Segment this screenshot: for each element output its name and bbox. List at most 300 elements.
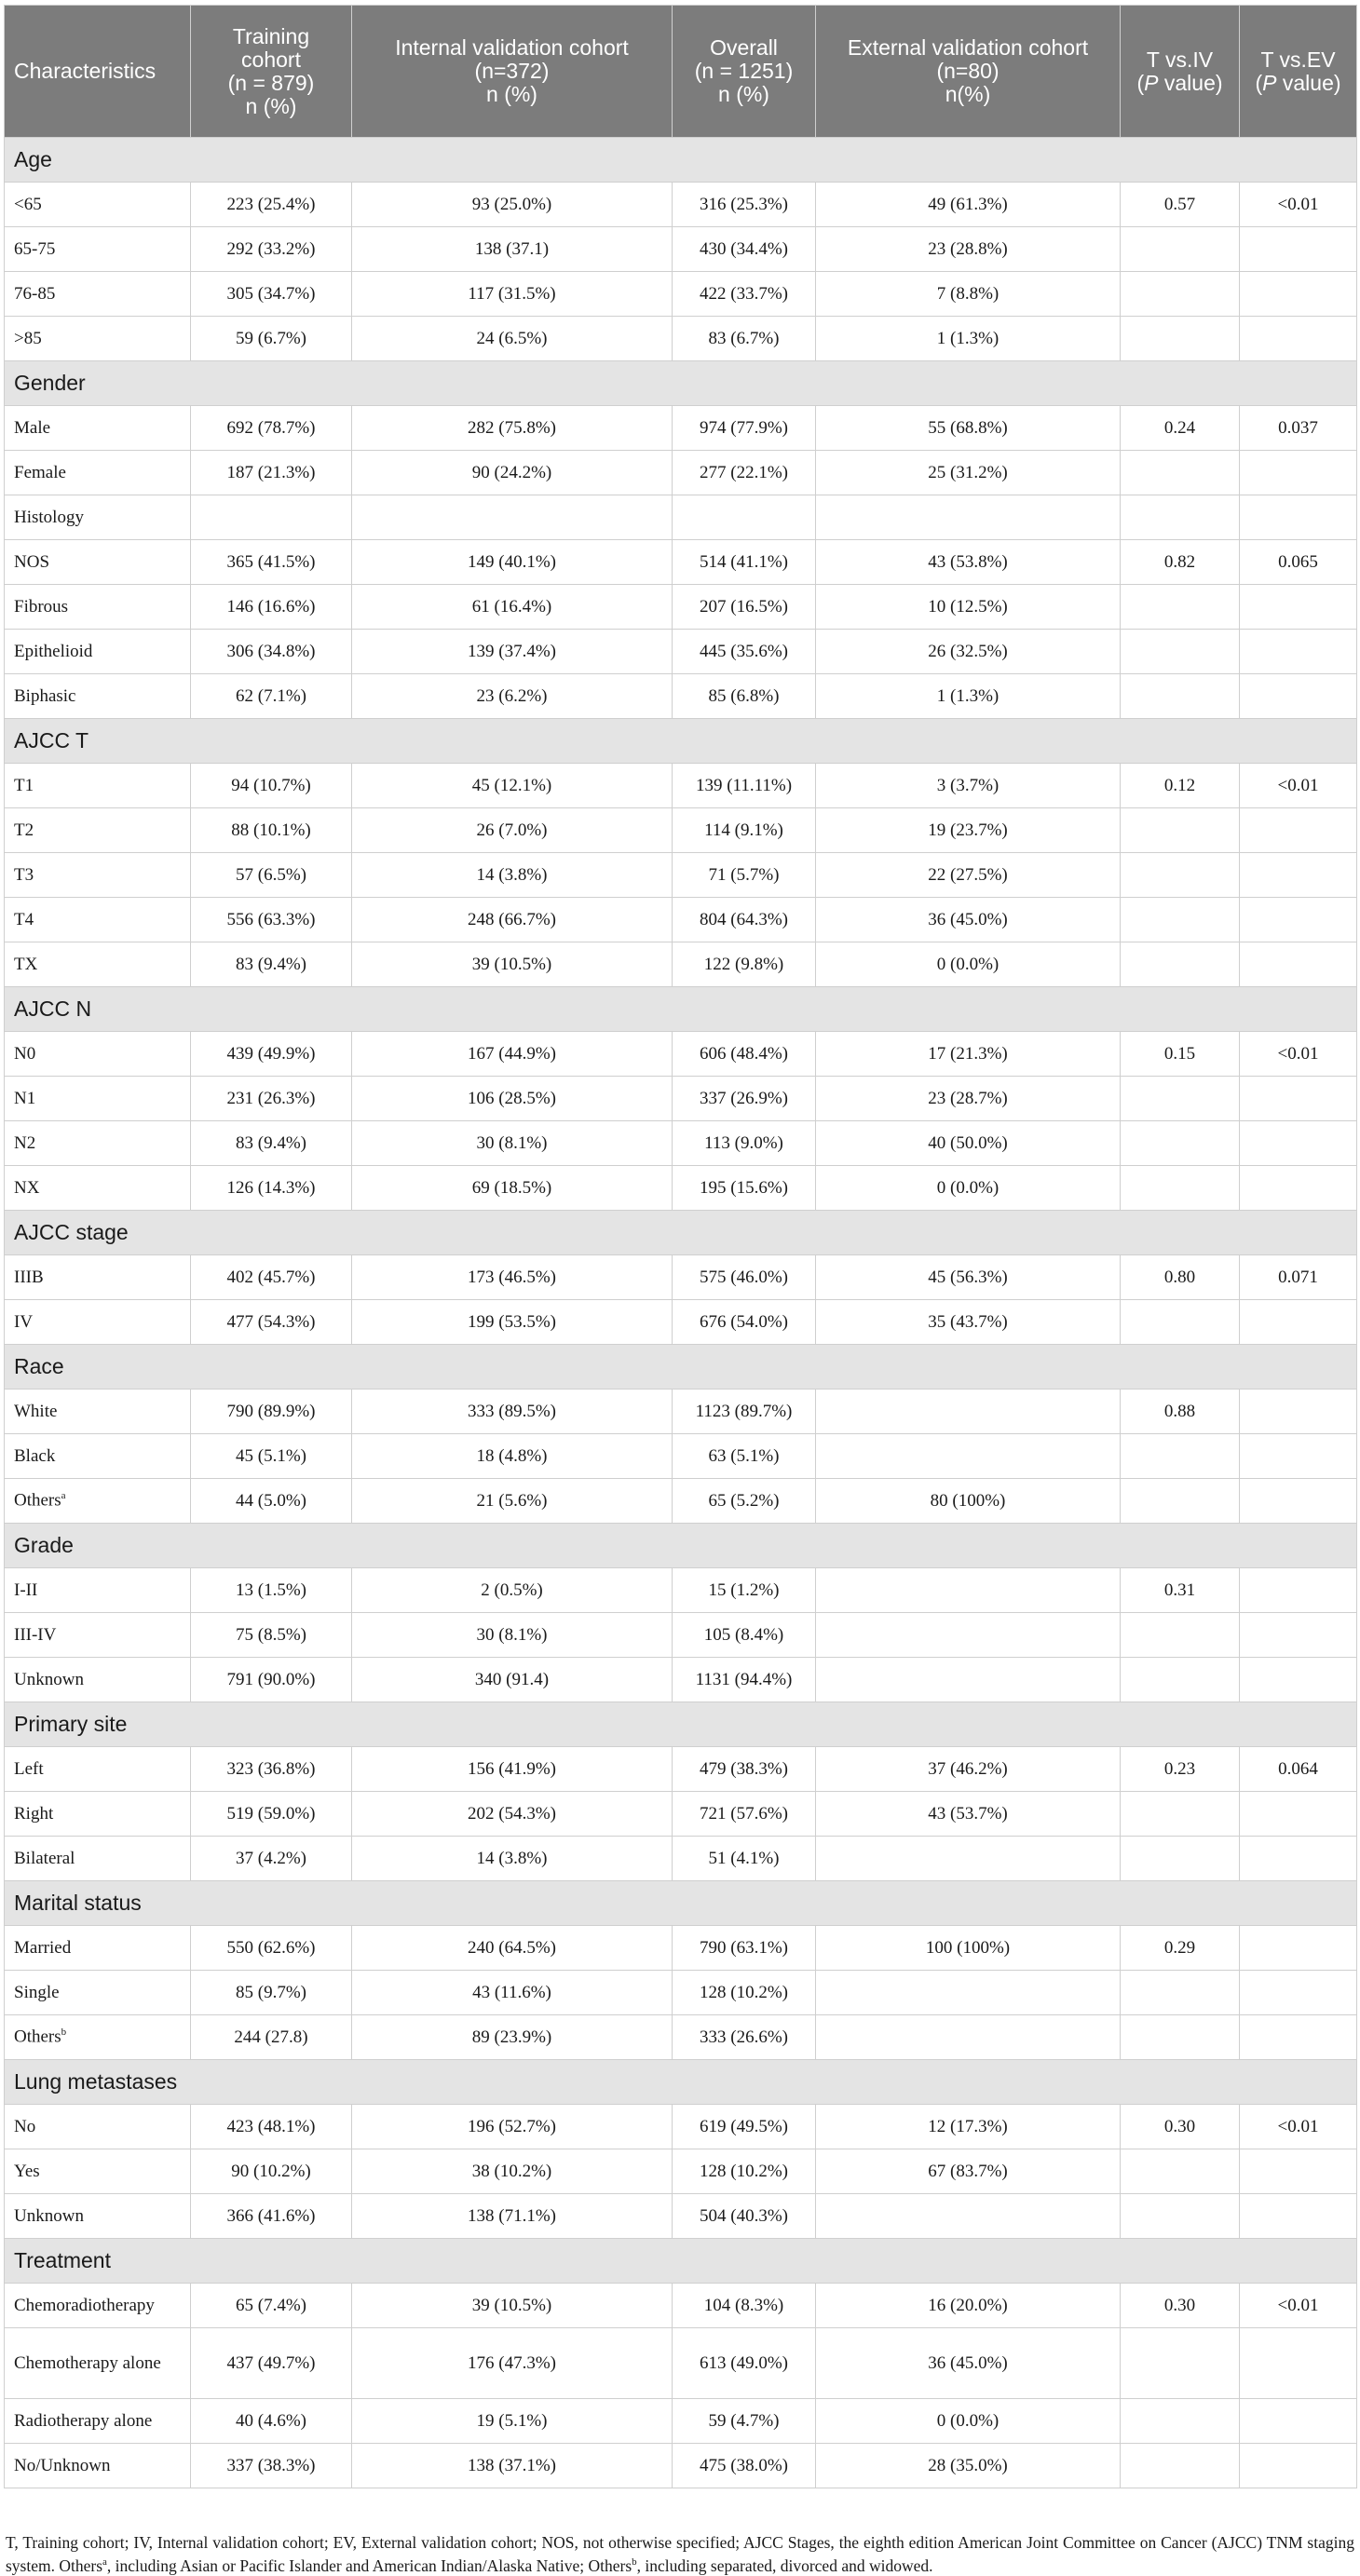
table-row xyxy=(5,1032,1357,1077)
table-cell xyxy=(1240,2399,1357,2444)
table-cell: 223 (25.4%) xyxy=(191,183,352,227)
label-superscript: b xyxy=(61,2027,67,2039)
table-cell: 83 (9.4%) xyxy=(191,942,352,987)
section-title: AJCC T xyxy=(5,719,1357,764)
table-cell: 15 (1.2%) xyxy=(673,1568,816,1613)
row-label-text: Epithelioid xyxy=(14,641,93,661)
table-cell: 0.82 xyxy=(1121,540,1240,585)
table-cell xyxy=(1240,808,1357,853)
table-cell: 19 (23.7%) xyxy=(816,808,1121,853)
table-cell: 0.57 xyxy=(1121,183,1240,227)
table-cell: 550 (62.6%) xyxy=(191,1926,352,1971)
row-label xyxy=(5,1926,191,1971)
table-cell xyxy=(1240,1077,1357,1121)
header-line: n (%) xyxy=(718,82,769,106)
table-cell: 0.30 xyxy=(1121,2105,1240,2149)
row-label-text: TX xyxy=(14,954,38,974)
table-cell: 613 (49.0%) xyxy=(673,2328,816,2399)
table-cell: 117 (31.5%) xyxy=(352,272,673,317)
table-cell: 36 (45.0%) xyxy=(816,898,1121,942)
table-cell: 10 (12.5%) xyxy=(816,585,1121,630)
table-cell: 65 (5.2%) xyxy=(673,1479,816,1524)
table-cell: 475 (38.0%) xyxy=(673,2444,816,2488)
table-cell: 606 (48.4%) xyxy=(673,1032,816,1077)
table-cell: 83 (9.4%) xyxy=(191,1121,352,1166)
row-label xyxy=(5,540,191,585)
table-cell: 277 (22.1%) xyxy=(673,451,816,495)
table-cell: 337 (38.3%) xyxy=(191,2444,352,2488)
col-training-header xyxy=(191,6,352,138)
row-label xyxy=(5,1121,191,1166)
table-cell xyxy=(816,1971,1121,2015)
row-label xyxy=(5,585,191,630)
table-row xyxy=(5,2444,1357,2488)
header-line: Overall xyxy=(710,35,778,60)
table-cell: 504 (40.3%) xyxy=(673,2194,816,2239)
table-row xyxy=(5,1077,1357,1121)
table-cell: 0.80 xyxy=(1121,1255,1240,1300)
row-label-text: Unknown xyxy=(14,1669,84,1689)
table-cell: <0.01 xyxy=(1240,2284,1357,2328)
table-cell: 430 (34.4%) xyxy=(673,227,816,272)
table-cell xyxy=(1121,2194,1240,2239)
row-label-text: No/Unknown xyxy=(14,2455,111,2475)
table-cell: 14 (3.8%) xyxy=(352,853,673,898)
table-cell: 126 (14.3%) xyxy=(191,1166,352,1211)
table-cell: 1123 (89.7%) xyxy=(673,1390,816,1434)
table-cell: 63 (5.1%) xyxy=(673,1434,816,1479)
row-label xyxy=(5,942,191,987)
table-row xyxy=(5,674,1357,719)
table-cell: 337 (26.9%) xyxy=(673,1077,816,1121)
table-cell xyxy=(1121,272,1240,317)
table-cell: 17 (21.3%) xyxy=(816,1032,1121,1077)
section-header-row xyxy=(5,987,1357,1032)
table-row xyxy=(5,2328,1357,2399)
section-header-row xyxy=(5,1881,1357,1926)
table-cell: 23 (28.7%) xyxy=(816,1077,1121,1121)
table-cell: 67 (83.7%) xyxy=(816,2149,1121,2194)
row-label-text: N2 xyxy=(14,1132,36,1153)
table-cell: 804 (64.3%) xyxy=(673,898,816,942)
table-row xyxy=(5,1166,1357,1211)
table-cell: 196 (52.7%) xyxy=(352,2105,673,2149)
table-cell xyxy=(1240,1300,1357,1345)
row-label xyxy=(5,495,191,540)
row-label xyxy=(5,183,191,227)
table-cell xyxy=(1240,2444,1357,2488)
row-label-text: I-II xyxy=(14,1579,38,1600)
table-cell xyxy=(1240,2015,1357,2060)
table-cell: 187 (21.3%) xyxy=(191,451,352,495)
table-cell: 39 (10.5%) xyxy=(352,2284,673,2328)
table-cell: 37 (46.2%) xyxy=(816,1747,1121,1792)
table-cell: 93 (25.0%) xyxy=(352,183,673,227)
table-row xyxy=(5,942,1357,987)
table-row xyxy=(5,317,1357,361)
table-cell: 619 (49.5%) xyxy=(673,2105,816,2149)
row-label-text: Chemotherapy alone xyxy=(14,2353,161,2373)
table-cell xyxy=(191,495,352,540)
table-cell: 75 (8.5%) xyxy=(191,1613,352,1658)
table-cell xyxy=(1121,898,1240,942)
row-label xyxy=(5,808,191,853)
section-title: AJCC stage xyxy=(5,1211,1357,1255)
row-label xyxy=(5,227,191,272)
table-cell xyxy=(1240,630,1357,674)
table-cell xyxy=(1240,1837,1357,1881)
table-cell: 59 (6.7%) xyxy=(191,317,352,361)
table-cell xyxy=(1240,1971,1357,2015)
table-cell xyxy=(1121,1658,1240,1702)
table-cell: 244 (27.8) xyxy=(191,2015,352,2060)
row-label-text: Black xyxy=(14,1445,56,1466)
row-label xyxy=(5,1658,191,1702)
table-cell: 248 (66.7%) xyxy=(352,898,673,942)
table-row xyxy=(5,808,1357,853)
header-row xyxy=(5,6,1357,138)
table-cell: 207 (16.5%) xyxy=(673,585,816,630)
table-cell: 199 (53.5%) xyxy=(352,1300,673,1345)
table-row xyxy=(5,1837,1357,1881)
footnote-text-3: , including separated, divorced and widowed. xyxy=(636,2556,933,2575)
row-label-text: <65 xyxy=(14,194,42,214)
table-cell xyxy=(1240,942,1357,987)
table-cell: 519 (59.0%) xyxy=(191,1792,352,1837)
table-cell xyxy=(816,495,1121,540)
header-line: n (%) xyxy=(245,93,297,118)
header-line: T vs.EV xyxy=(1260,47,1336,72)
table-cell xyxy=(1240,898,1357,942)
row-label xyxy=(5,853,191,898)
table-cell: 292 (33.2%) xyxy=(191,227,352,272)
table-row xyxy=(5,1255,1357,1300)
row-label xyxy=(5,2328,191,2399)
table-cell: 340 (91.4) xyxy=(352,1658,673,1702)
table-cell xyxy=(816,1390,1121,1434)
row-label-text: N0 xyxy=(14,1043,36,1064)
row-label xyxy=(5,898,191,942)
table-cell xyxy=(816,1568,1121,1613)
table-cell xyxy=(1121,853,1240,898)
table-cell xyxy=(1240,451,1357,495)
table-cell: 0.12 xyxy=(1121,764,1240,808)
table-cell: 146 (16.6%) xyxy=(191,585,352,630)
row-label-text: Fibrous xyxy=(14,596,69,617)
row-label-text: T4 xyxy=(14,909,34,929)
table-cell xyxy=(1121,1792,1240,1837)
table-cell: 13 (1.5%) xyxy=(191,1568,352,1613)
table-row xyxy=(5,1121,1357,1166)
table-cell xyxy=(1240,272,1357,317)
table-cell: 366 (41.6%) xyxy=(191,2194,352,2239)
table-row xyxy=(5,585,1357,630)
table-cell: 114 (9.1%) xyxy=(673,808,816,853)
table-cell: 49 (61.3%) xyxy=(816,183,1121,227)
table-cell: 23 (6.2%) xyxy=(352,674,673,719)
table-cell xyxy=(1240,1568,1357,1613)
row-label-text: 65-75 xyxy=(14,238,56,259)
header-line: (n = 879) xyxy=(227,70,315,95)
table-cell: 16 (20.0%) xyxy=(816,2284,1121,2328)
table-cell: 44 (5.0%) xyxy=(191,1479,352,1524)
row-label xyxy=(5,1077,191,1121)
table-cell xyxy=(1240,1434,1357,1479)
row-label xyxy=(5,317,191,361)
row-label xyxy=(5,1434,191,1479)
table-row xyxy=(5,451,1357,495)
table-cell: 333 (89.5%) xyxy=(352,1390,673,1434)
section-title: Lung metastases xyxy=(5,2060,1357,2105)
header-line: (P value) xyxy=(1136,70,1223,95)
table-cell: 306 (34.8%) xyxy=(191,630,352,674)
row-label-text: Male xyxy=(14,417,51,438)
table-cell: 65 (7.4%) xyxy=(191,2284,352,2328)
table-row xyxy=(5,495,1357,540)
row-label-text: N1 xyxy=(14,1088,36,1108)
table-cell xyxy=(1240,674,1357,719)
table-cell: 85 (9.7%) xyxy=(191,1971,352,2015)
table-cell: 138 (37.1%) xyxy=(352,2444,673,2488)
table-cell xyxy=(816,1837,1121,1881)
row-label-text: Biphasic xyxy=(14,685,76,706)
table-row xyxy=(5,406,1357,451)
table-cell xyxy=(1121,2444,1240,2488)
table-cell xyxy=(1240,317,1357,361)
col-overall-header xyxy=(673,6,816,138)
table-cell: 202 (54.3%) xyxy=(352,1792,673,1837)
table-body xyxy=(5,138,1357,2488)
table-row xyxy=(5,1613,1357,1658)
table-cell: 37 (4.2%) xyxy=(191,1837,352,1881)
table-cell: 122 (9.8%) xyxy=(673,942,816,987)
table-cell: 71 (5.7%) xyxy=(673,853,816,898)
table-cell: 974 (77.9%) xyxy=(673,406,816,451)
section-header-row xyxy=(5,719,1357,764)
table-cell: 514 (41.1%) xyxy=(673,540,816,585)
row-label-text: Female xyxy=(14,462,66,482)
header-line: Internal validation cohort xyxy=(395,35,629,60)
section-title: Treatment xyxy=(5,2239,1357,2284)
col-external-header xyxy=(816,6,1121,138)
table-cell: 28 (35.0%) xyxy=(816,2444,1121,2488)
table-cell: 575 (46.0%) xyxy=(673,1255,816,1300)
characteristics-table xyxy=(4,5,1357,2488)
table-cell xyxy=(1240,1792,1357,1837)
table-cell: 39 (10.5%) xyxy=(352,942,673,987)
table-row xyxy=(5,2399,1357,2444)
table-cell: 0.15 xyxy=(1121,1032,1240,1077)
table-cell: 0.24 xyxy=(1121,406,1240,451)
table-cell xyxy=(1121,451,1240,495)
row-label-text: IIIB xyxy=(14,1267,44,1287)
table-cell xyxy=(1121,1434,1240,1479)
row-label xyxy=(5,2194,191,2239)
header-line: T vs.IV xyxy=(1146,47,1214,72)
table-cell: 90 (24.2%) xyxy=(352,451,673,495)
row-label-text: Yes xyxy=(14,2161,40,2181)
table-cell: 105 (8.4%) xyxy=(673,1613,816,1658)
section-title: Gender xyxy=(5,361,1357,406)
table-cell xyxy=(1121,227,1240,272)
table-cell: 0.30 xyxy=(1121,2284,1240,2328)
row-label xyxy=(5,2105,191,2149)
table-cell xyxy=(816,1658,1121,1702)
row-label-text: NOS xyxy=(14,551,50,572)
table-row xyxy=(5,227,1357,272)
table-cell: 437 (49.7%) xyxy=(191,2328,352,2399)
header-line: (P value) xyxy=(1255,70,1341,95)
table-cell xyxy=(1121,2149,1240,2194)
table-cell xyxy=(1240,1121,1357,1166)
table-cell: <0.01 xyxy=(1240,764,1357,808)
table-cell xyxy=(1121,1166,1240,1211)
table-row xyxy=(5,2149,1357,2194)
table-cell: 90 (10.2%) xyxy=(191,2149,352,2194)
table-cell: 128 (10.2%) xyxy=(673,1971,816,2015)
row-label xyxy=(5,764,191,808)
table-cell: 51 (4.1%) xyxy=(673,1837,816,1881)
table-cell xyxy=(1240,495,1357,540)
table-cell: 40 (50.0%) xyxy=(816,1121,1121,1166)
table-cell: 106 (28.5%) xyxy=(352,1077,673,1121)
table-cell: 721 (57.6%) xyxy=(673,1792,816,1837)
section-header-row xyxy=(5,1524,1357,1568)
table-row xyxy=(5,764,1357,808)
table-cell: 80 (100%) xyxy=(816,1479,1121,1524)
table-cell: 45 (56.3%) xyxy=(816,1255,1121,1300)
row-label xyxy=(5,1613,191,1658)
table-cell xyxy=(1240,227,1357,272)
table-cell: 104 (8.3%) xyxy=(673,2284,816,2328)
table-cell: 176 (47.3%) xyxy=(352,2328,673,2399)
row-label xyxy=(5,630,191,674)
table-cell: 43 (53.7%) xyxy=(816,1792,1121,1837)
table-cell xyxy=(1121,1300,1240,1345)
row-label xyxy=(5,1568,191,1613)
table-cell: 439 (49.9%) xyxy=(191,1032,352,1077)
table-cell xyxy=(1121,1971,1240,2015)
section-header-row xyxy=(5,2060,1357,2105)
header-line: (n=80) xyxy=(936,59,1000,83)
table-cell: 30 (8.1%) xyxy=(352,1613,673,1658)
table-cell: 45 (5.1%) xyxy=(191,1434,352,1479)
table-cell: 195 (15.6%) xyxy=(673,1166,816,1211)
table-row xyxy=(5,898,1357,942)
table-cell: <0.01 xyxy=(1240,2105,1357,2149)
footnote-text-1: T, Training cohort; IV, Internal validation cohort; EV, External validation cohort; NOS, not otherwise specified; AJCC Stages, the eighth edition American Joint Committee on Cancer (AJCC) TNM staging system. Others xyxy=(6,2533,1354,2575)
table-cell: 57 (6.5%) xyxy=(191,853,352,898)
section-header-row xyxy=(5,2239,1357,2284)
table-cell: 0.065 xyxy=(1240,540,1357,585)
table-cell: 18 (4.8%) xyxy=(352,1434,673,1479)
table-cell xyxy=(816,2194,1121,2239)
table-cell xyxy=(1121,630,1240,674)
row-label xyxy=(5,2444,191,2488)
table-cell: 0.29 xyxy=(1121,1926,1240,1971)
table-cell xyxy=(1121,1837,1240,1881)
row-label-text: Chemoradiotherapy xyxy=(14,2295,155,2315)
table-row xyxy=(5,1971,1357,2015)
footnote-text-2: , including Asian or Pacific Islander and American Indian/Alaska Native; Others xyxy=(106,2556,632,2575)
row-label xyxy=(5,406,191,451)
col-t-vs-iv-header xyxy=(1121,6,1240,138)
row-label-text: Others xyxy=(14,1490,61,1511)
table-cell xyxy=(1240,1658,1357,1702)
table-cell: 43 (53.8%) xyxy=(816,540,1121,585)
row-label xyxy=(5,2015,191,2060)
table-cell: 139 (37.4%) xyxy=(352,630,673,674)
table-row xyxy=(5,853,1357,898)
header-line: (n = 1251) xyxy=(694,59,794,83)
table-cell: 0 (0.0%) xyxy=(816,1166,1121,1211)
table-cell: 138 (37.1) xyxy=(352,227,673,272)
table-cell xyxy=(1121,2328,1240,2399)
table-cell: 149 (40.1%) xyxy=(352,540,673,585)
row-label-text: Single xyxy=(14,1982,60,2002)
table-cell: 479 (38.3%) xyxy=(673,1747,816,1792)
table-cell: 85 (6.8%) xyxy=(673,674,816,719)
table-cell: 0.88 xyxy=(1121,1390,1240,1434)
table-cell: 790 (63.1%) xyxy=(673,1926,816,1971)
table-row xyxy=(5,1747,1357,1792)
table-cell: 2 (0.5%) xyxy=(352,1568,673,1613)
table-cell: 323 (36.8%) xyxy=(191,1747,352,1792)
table-cell: 316 (25.3%) xyxy=(673,183,816,227)
table-cell: 556 (63.3%) xyxy=(191,898,352,942)
section-header-row xyxy=(5,1211,1357,1255)
table-cell: 282 (75.8%) xyxy=(352,406,673,451)
footnote-sup-b: b xyxy=(632,2556,637,2568)
table-cell: 1 (1.3%) xyxy=(816,674,1121,719)
table-cell xyxy=(1121,495,1240,540)
table-row xyxy=(5,540,1357,585)
row-label-text: White xyxy=(14,1401,58,1421)
table-cell xyxy=(1121,942,1240,987)
row-label xyxy=(5,1837,191,1881)
section-header-row xyxy=(5,1702,1357,1747)
table-cell xyxy=(1240,2328,1357,2399)
table-cell: 69 (18.5%) xyxy=(352,1166,673,1211)
label-superscript: a xyxy=(61,1490,66,1502)
table-cell: 676 (54.0%) xyxy=(673,1300,816,1345)
table-row xyxy=(5,1479,1357,1524)
row-label xyxy=(5,2149,191,2194)
table-cell: 113 (9.0%) xyxy=(673,1121,816,1166)
table-cell: 88 (10.1%) xyxy=(191,808,352,853)
table-cell: 139 (11.11%) xyxy=(673,764,816,808)
table-cell: 100 (100%) xyxy=(816,1926,1121,1971)
table-row xyxy=(5,2194,1357,2239)
row-label xyxy=(5,674,191,719)
col-characteristics-header xyxy=(5,6,191,138)
row-label xyxy=(5,1747,191,1792)
table-cell: 83 (6.7%) xyxy=(673,317,816,361)
table-cell: 0.064 xyxy=(1240,1747,1357,1792)
table-cell xyxy=(1240,1166,1357,1211)
section-header-row xyxy=(5,138,1357,183)
section-title: Race xyxy=(5,1345,1357,1390)
row-label xyxy=(5,1300,191,1345)
row-label-text: T3 xyxy=(14,864,34,885)
table-cell: 7 (8.8%) xyxy=(816,272,1121,317)
table-cell: 173 (46.5%) xyxy=(352,1255,673,1300)
table-cell xyxy=(1121,2015,1240,2060)
row-label xyxy=(5,1255,191,1300)
table-cell: 790 (89.9%) xyxy=(191,1390,352,1434)
table-row xyxy=(5,1568,1357,1613)
table-cell: 35 (43.7%) xyxy=(816,1300,1121,1345)
